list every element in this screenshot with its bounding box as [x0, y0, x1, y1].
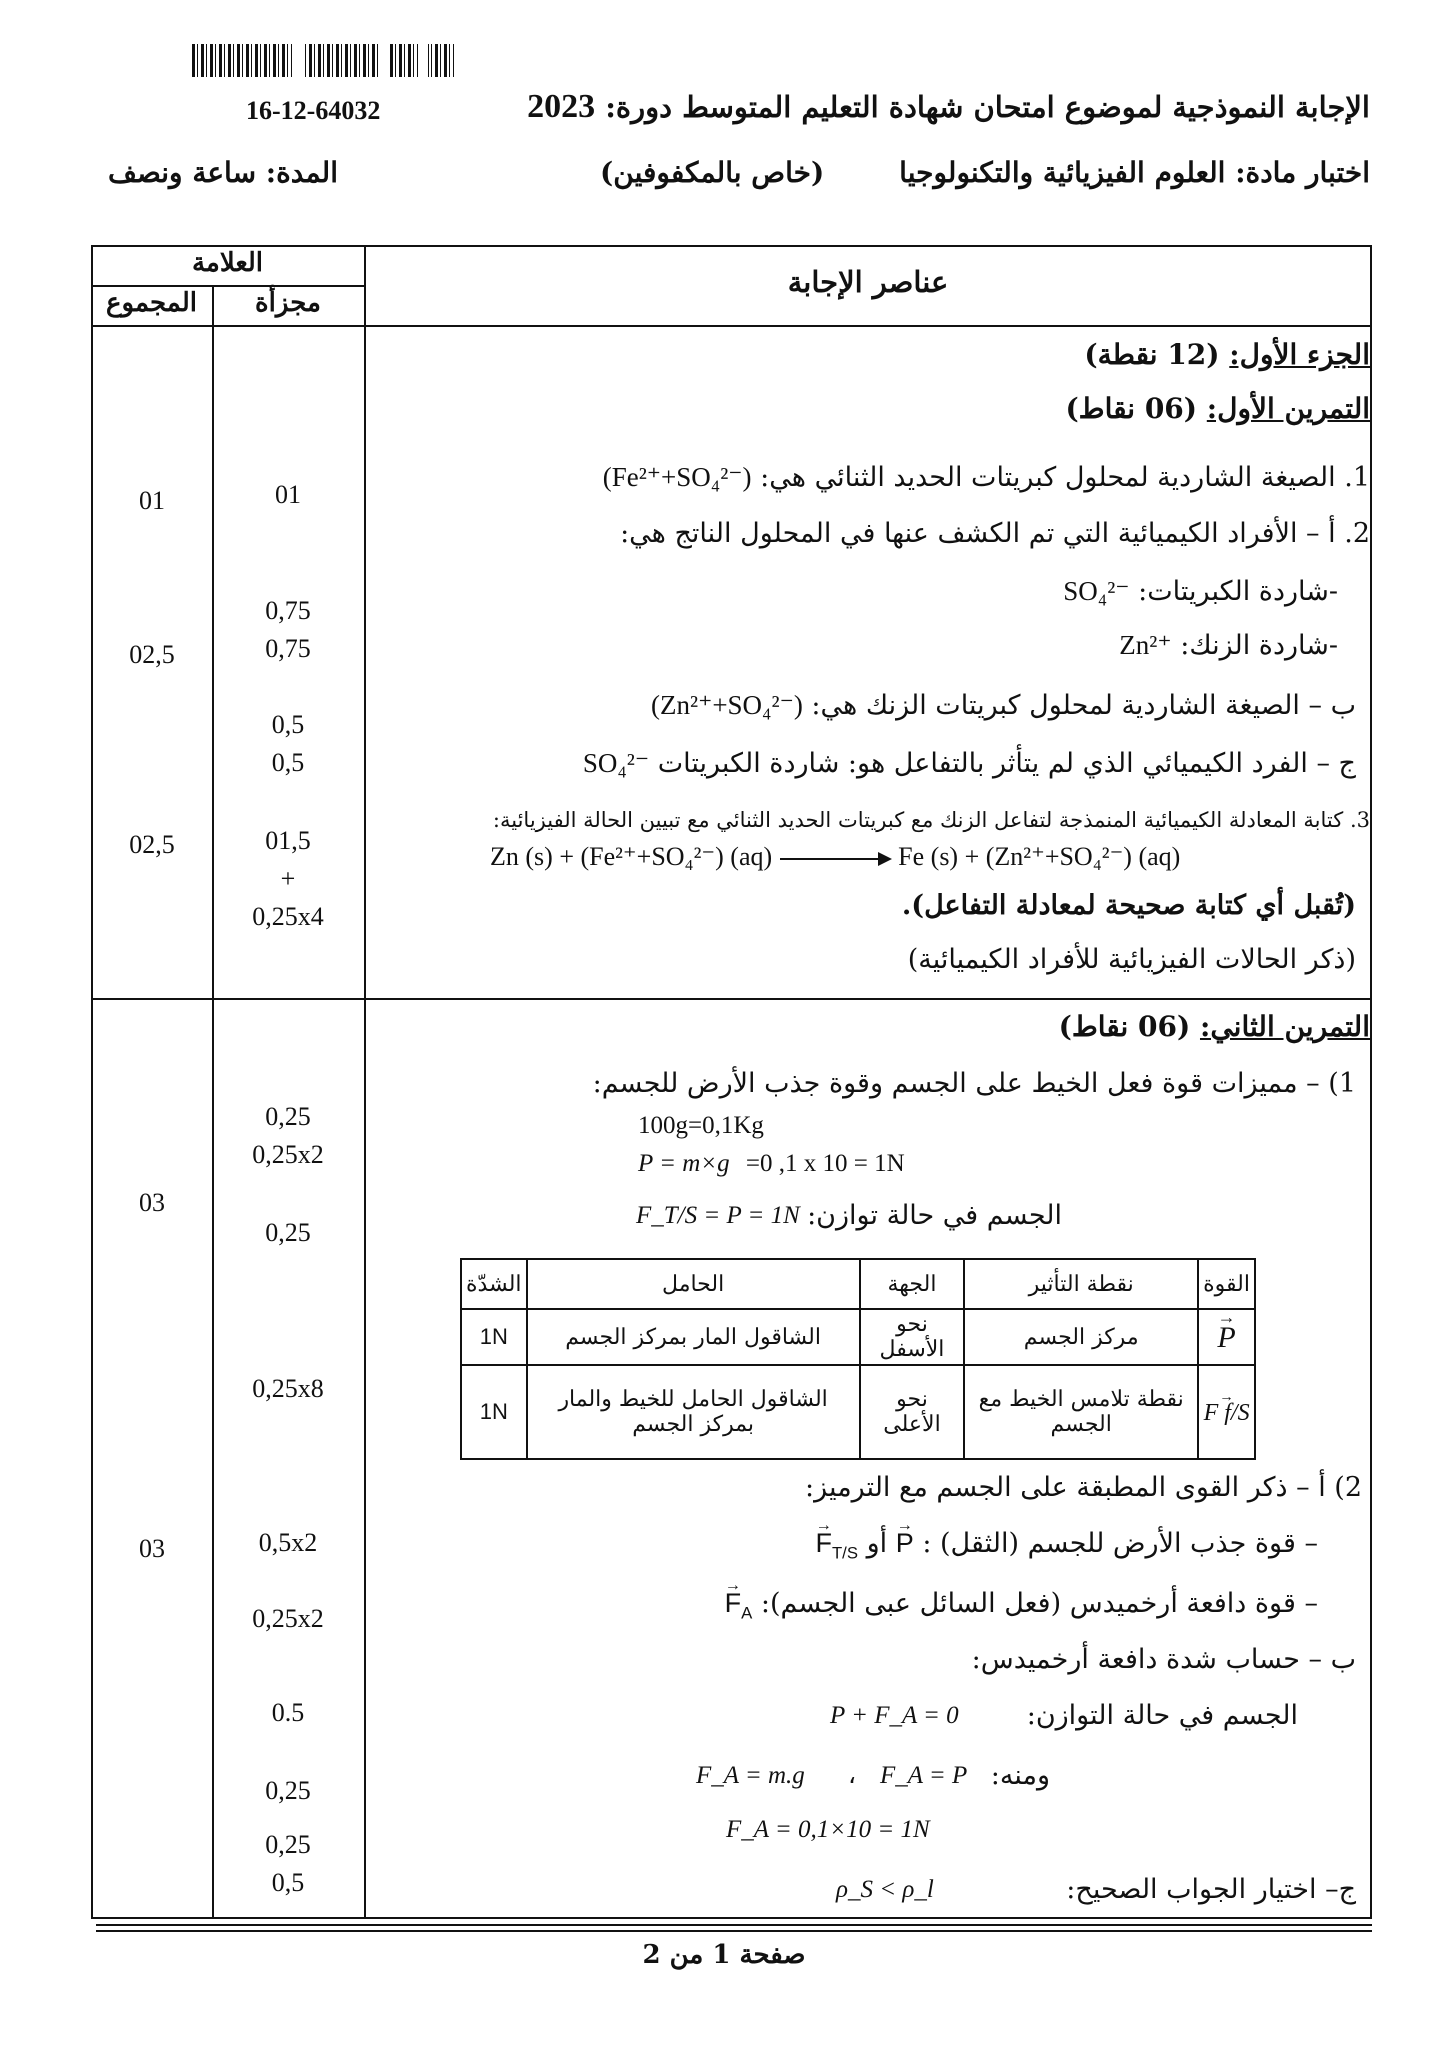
mark-partial: +: [280, 864, 296, 893]
ex2-equilibrium-formula: F_T/S = P = 1N: [636, 1202, 800, 1229]
mark-total: 01: [139, 486, 165, 515]
partial-header: مجزأة: [255, 288, 321, 318]
ex2-q2b-comma: ،: [848, 1760, 857, 1789]
mark-partial: 0,5: [271, 748, 305, 777]
ex2-q2a-archimedes: – قوة دافعة أرخميدس (فعل السائل عبى الجسم): → $F_A$: [725, 1588, 1318, 1623]
table-row: [461, 1309, 1255, 1365]
answer-elements-header: عناصر الإجابة: [787, 265, 949, 299]
mark-partial: 01: [275, 480, 301, 509]
ex2-q2b-eq-label: الجسم في حالة التوازن:: [1026, 1700, 1298, 1731]
ex1-note1: (تُقبل أي كتابة صحيحة لمعادلة التفاعل).: [901, 890, 1356, 921]
table-header-cell: القوة: [1198, 1259, 1255, 1309]
ex2-weight: P = m×g =0 ,1 x 10 = 1N: [638, 1150, 905, 1177]
vector-p: → P: [1217, 1321, 1235, 1355]
table-header-cell: الجهة: [860, 1259, 965, 1309]
ex1-q2: 2. أ – الأفراد الكيميائية التي تم الكشف عنها في المحلول الناتج هي:: [620, 518, 1370, 549]
ex2-q2c: ج– اختيار الجواب الصحيح:: [1066, 1874, 1356, 1905]
ex2-heading: التمرين الثاني: (06 نقاط): [1058, 1010, 1370, 1043]
ex2-q2a: 2) أ – ذكر القوى المطبقة على الجسم مع الترميز:: [805, 1472, 1362, 1503]
table-cell: الشاقول المار بمركز الجسم: [527, 1309, 860, 1365]
mark-partial: 0,5: [271, 710, 305, 739]
mark-partial: 0,25x8: [252, 1374, 324, 1403]
table-header-cell: الحامل: [527, 1259, 860, 1309]
ex1-q2-sulfate: -شاردة الكبريتات: SO₄²⁻: [1063, 576, 1338, 607]
ex1-q2c: ج – الفرد الكيميائي الذي لم يتأثر بالتفاعل هو: شاردة الكبريتات SO₄²⁻: [582, 748, 1356, 779]
page-title: الإجابة النموذجية لموضوع امتحان شهادة التعليم المتوسط دورة: 2023: [527, 88, 1370, 125]
ex1-q2-zinc: -شاردة الزنك: Zn²⁺: [1119, 630, 1338, 661]
mark-partial: 0,75: [265, 634, 311, 663]
vector-f: → F f/S: [1204, 1400, 1250, 1427]
mark-partial: 0,25: [265, 1776, 311, 1805]
ex2-q2b-eq3: F_A = m.g: [696, 1762, 805, 1789]
table-cell: 1N: [461, 1309, 527, 1365]
reaction-arrow: [780, 858, 890, 860]
mark-total: 02,5: [129, 640, 175, 669]
ex1-equation: Zn (s) + (Fe²⁺+SO₄²⁻) (aq) Fe (s) + (Zn²⁺+SO₄²⁻) (aq): [490, 842, 1181, 871]
grade-header: العلامة: [191, 248, 264, 278]
ex2-q1: 1) – مميزات قوة فعل الخيط على الجسم وقوة جذب الأرض للجسم:: [592, 1068, 1356, 1099]
ex2-q2b-hence: ومنه:: [990, 1760, 1050, 1791]
ex1-q2b: ب – الصيغة الشاردية لمحلول كبريتات الزنك هي: (Zn²⁺+SO₄²⁻): [650, 690, 1356, 721]
table-row: [461, 1365, 1255, 1459]
mark-partial: 0,25: [265, 1218, 311, 1247]
ex2-q2b-eq: P + F_A = 0: [830, 1702, 959, 1729]
total-header: المجموع: [106, 288, 197, 318]
part1-heading: الجزء الأول: (12 نقطة): [1084, 338, 1370, 371]
table-cell: نحو الأسفل: [860, 1309, 965, 1365]
page-number: صفحة 1 من 2: [642, 1940, 806, 1970]
ex2-q2b-eq2: F_A = P: [880, 1762, 968, 1789]
mark-partial: 01,5: [265, 826, 311, 855]
ex1-note2: (ذكر الحالات الفيزيائية للأفراد الكيميائية): [907, 944, 1356, 975]
table-cell: نحو الأعلى: [860, 1365, 965, 1459]
mark-partial: 0,25: [265, 1830, 311, 1859]
mark-partial: 0,25x2: [252, 1140, 324, 1169]
subject-title: اختبار مادة: العلوم الفيزيائية والتكنولوجيا: [899, 156, 1370, 189]
table-cell: مركز الجسم: [964, 1309, 1198, 1365]
mark-partial: 0,25: [265, 1102, 311, 1131]
ex2-equilibrium: الجسم في حالة توازن:: [807, 1200, 1062, 1231]
mark-total: 03: [139, 1534, 165, 1563]
ex1-q3: 3. كتابة المعادلة الكيميائية المنمذجة لتفاعل الزنك مع كبريتات الحديد الثنائي مع تبيين الحالة الفيزيائية:: [492, 808, 1370, 832]
mark-partial: 0,75: [265, 596, 311, 625]
exam-code: 16-12-64032: [246, 96, 381, 125]
table-cell: نقطة تلامس الخيط مع الجسم: [964, 1365, 1198, 1459]
ex1-heading: التمرين الأول: (06 نقاط): [1065, 392, 1370, 425]
duration: المدة: ساعة ونصف: [108, 156, 338, 189]
ex2-q2b: ب – حساب شدة دافعة أرخميدس:: [971, 1644, 1356, 1675]
tension-vector: → F: [815, 1528, 832, 1559]
mark-partial: 0.5: [271, 1698, 305, 1727]
mark-partial: 0,5x2: [258, 1528, 318, 1557]
mark-partial: 0,5: [271, 1868, 305, 1897]
archimedes-vector: → F: [725, 1588, 742, 1619]
mark-partial: 0,25x4: [252, 902, 324, 931]
mark-partial: 0,25x2: [252, 1604, 324, 1633]
special-note: (خاص بالمكفوفين): [600, 156, 825, 189]
mark-total: 02,5: [129, 830, 175, 859]
table-header-cell: الشدّة: [461, 1259, 527, 1309]
barcode: [192, 44, 454, 77]
table-cell: الشاقول الحامل للخيط والمار بمركز الجسم: [527, 1365, 860, 1459]
ex2-q2b-eq4: F_A = 0,1×10 = 1N: [726, 1816, 930, 1843]
table-cell: 1N: [461, 1365, 527, 1459]
weight-vector: → P: [896, 1528, 914, 1559]
mark-total: 03: [139, 1188, 165, 1217]
forces-table: [460, 1258, 1256, 1460]
ex2-conversion: 100g=0,1Kg: [638, 1112, 764, 1139]
table-header-cell: نقطة التأثير: [964, 1259, 1198, 1309]
ex2-q2c-answer: ρ_S < ρ_l: [836, 1876, 934, 1903]
ex1-q1: 1. الصيغة الشاردية لمحلول كبريتات الحديد الثنائي هي: (Fe²⁺+SO₄²⁻): [602, 462, 1370, 493]
ex2-q2a-weight: – قوة جذب الأرض للجسم (الثقل) : → P أو → $F_{T/S}$: [815, 1528, 1318, 1563]
